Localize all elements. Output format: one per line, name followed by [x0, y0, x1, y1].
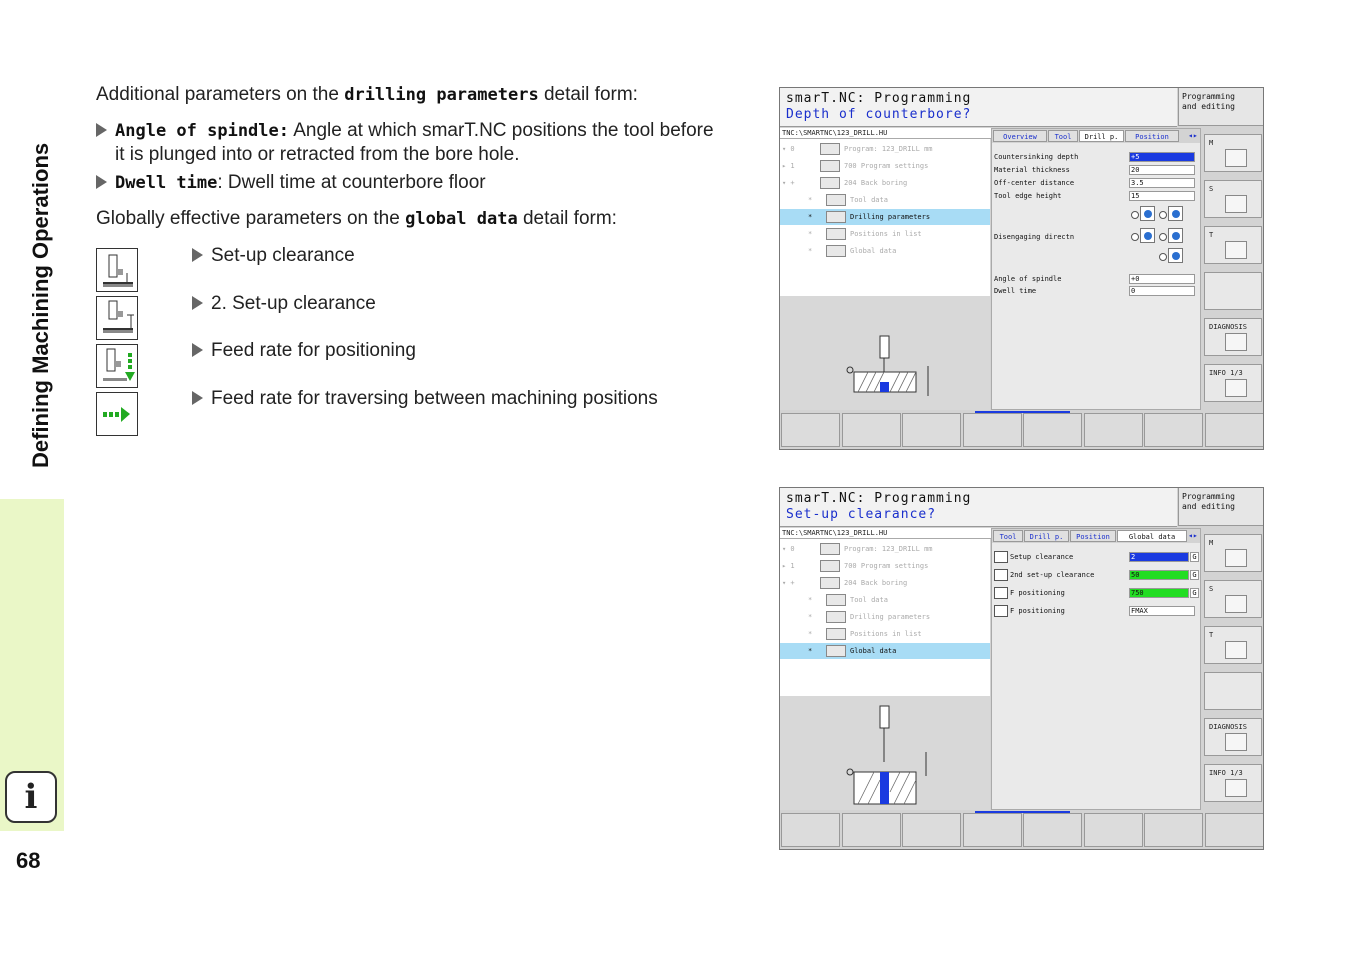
tree-item-marker: ▾ + — [782, 579, 795, 587]
tree-item[interactable] — [780, 643, 990, 659]
help-graphic — [780, 696, 990, 810]
side-softkey-icon — [1225, 641, 1247, 659]
tree-item-icon — [826, 594, 846, 606]
side-softkey[interactable] — [1204, 672, 1262, 710]
side-softkey[interactable] — [1204, 764, 1262, 802]
horizontal-softkey[interactable] — [1023, 413, 1082, 447]
tree-item-marker: ▸ 1 — [782, 162, 795, 170]
tree-item-icon — [820, 543, 840, 555]
side-softkey-icon — [1225, 779, 1247, 797]
field-param-icon — [994, 605, 1008, 617]
tree-item[interactable] — [780, 243, 990, 259]
field-label: F positioning — [1010, 589, 1065, 597]
side-softkey[interactable] — [1204, 226, 1262, 264]
form-tab[interactable]: Overview — [993, 130, 1047, 142]
tree-item-label: Program: 123_DRILL mm — [844, 145, 933, 153]
side-softkey-label: M — [1209, 539, 1214, 547]
form-field — [994, 605, 1199, 617]
tree-item-icon — [826, 628, 846, 640]
form-tab[interactable]: Position — [1070, 530, 1116, 542]
program-tree[interactable] — [780, 539, 990, 696]
form-tab[interactable]: Tool — [993, 530, 1023, 542]
tree-item-icon — [826, 245, 846, 257]
horizontal-softkey-bar — [780, 811, 1263, 849]
bullet-arrow-icon — [96, 123, 107, 137]
field-value-input[interactable]: +5 — [1129, 152, 1195, 162]
horizontal-softkey[interactable] — [842, 813, 901, 847]
side-softkey[interactable] — [1204, 364, 1262, 402]
tree-item-marker: * — [808, 213, 813, 221]
tree-item-label: Global data — [850, 647, 897, 655]
global-flag: G — [1190, 588, 1199, 598]
global-item-feed-traverse: Feed rate for traversing between machining positions — [192, 387, 658, 410]
tree-item[interactable] — [780, 626, 990, 642]
side-softkey-icon — [1225, 549, 1247, 567]
field-value-input[interactable]: 15 — [1129, 191, 1195, 201]
form-tabs — [992, 529, 1200, 543]
side-softkey-label: T — [1209, 631, 1214, 639]
tree-item-marker: ▾ 0 — [782, 145, 795, 153]
side-softkey[interactable] — [1204, 580, 1262, 618]
cnc-screen-drilling-parameters — [779, 87, 1264, 450]
tree-item-icon — [826, 645, 846, 657]
side-softkey-label: INFO 1/3 — [1209, 769, 1243, 777]
side-softkey[interactable] — [1204, 180, 1262, 218]
bullet-angle-of-spindle: Angle of spindle: Angle at which smarT.NC positions the tool before it is plunged into or retracted from the bore hole. — [96, 119, 714, 166]
tree-item-label: Drilling parameters — [850, 213, 931, 221]
field-value-input[interactable]: 20 — [1129, 165, 1195, 175]
form-field — [994, 190, 1199, 202]
horizontal-softkey-bar — [780, 411, 1263, 449]
side-softkey-icon — [1225, 733, 1247, 751]
field-label: Material thickness — [994, 166, 1070, 174]
field-label: Off-center distance — [994, 179, 1075, 187]
form-tab[interactable]: Global data — [1117, 530, 1187, 542]
tree-item-icon — [826, 611, 846, 623]
side-softkey[interactable] — [1204, 626, 1262, 664]
field-value-input[interactable]: 50 — [1129, 570, 1189, 580]
scroll-indicator — [975, 811, 1070, 813]
form-field — [994, 569, 1199, 581]
tree-item[interactable] — [780, 175, 990, 191]
field-value-input[interactable]: +0 — [1129, 274, 1195, 284]
tree-item[interactable] — [780, 209, 990, 225]
tree-item-label: Tool data — [850, 596, 888, 604]
field-label: Tool edge height — [994, 192, 1062, 200]
tree-item-label: 700 Program settings — [844, 562, 929, 570]
tree-item-label: Positions in list — [850, 630, 922, 638]
global-flag: G — [1190, 552, 1199, 562]
setup-clearance-icon — [96, 248, 138, 292]
screen-header: smarT.NC: Programming Set-up clearance? — [780, 488, 1177, 527]
field-label: Dwell time — [994, 287, 1037, 295]
field-param-icon — [994, 587, 1008, 599]
side-softkey-icon — [1225, 379, 1247, 397]
tree-item-icon — [820, 160, 840, 172]
side-softkey[interactable] — [1204, 718, 1262, 756]
form-field — [994, 151, 1199, 163]
side-softkey-label: INFO 1/3 — [1209, 369, 1243, 377]
page-number: 68 — [16, 848, 41, 873]
vertical-softkey-bar — [1203, 528, 1263, 810]
side-softkey[interactable] — [1204, 318, 1262, 356]
horizontal-softkey[interactable] — [781, 813, 840, 847]
tree-item[interactable] — [780, 158, 990, 174]
tree-item-label: Drilling parameters — [850, 613, 931, 621]
bullet-arrow-icon — [192, 296, 203, 310]
tree-item[interactable] — [780, 141, 990, 157]
operating-mode: Programming and editing — [1178, 488, 1263, 526]
field-value-input[interactable]: 0 — [1129, 286, 1195, 296]
feed-traverse-icon — [96, 392, 138, 436]
side-softkey-icon — [1225, 333, 1247, 351]
global-flag: G — [1190, 570, 1199, 580]
tree-item-marker: ▸ 1 — [782, 562, 795, 570]
direction-icon — [1168, 248, 1183, 263]
tree-item-marker: ▾ 0 — [782, 545, 795, 553]
form-tabs — [992, 129, 1200, 143]
direction-icon — [1168, 206, 1183, 221]
direction-radio[interactable] — [1131, 233, 1139, 241]
program-tree[interactable] — [780, 139, 990, 296]
tree-item-label: 700 Program settings — [844, 162, 929, 170]
side-softkey-label: S — [1209, 185, 1214, 193]
field-value-input[interactable]: FMAX — [1129, 606, 1195, 616]
horizontal-softkey[interactable] — [1205, 813, 1264, 847]
bullet-dwell-time: Dwell time: Dwell time at counterbore floor — [96, 171, 486, 195]
tree-item[interactable] — [780, 609, 990, 625]
tree-item-icon — [826, 211, 846, 223]
horizontal-softkey[interactable] — [842, 413, 901, 447]
vertical-softkey-bar — [1203, 128, 1263, 410]
tree-item[interactable] — [780, 226, 990, 242]
dialog-prompt: Depth of counterbore? — [786, 107, 972, 122]
horizontal-softkey[interactable] — [1084, 413, 1143, 447]
tree-item-marker: * — [808, 647, 813, 655]
direction-icon — [1168, 228, 1183, 243]
side-softkey[interactable] — [1204, 534, 1262, 572]
direction-icon — [1140, 206, 1155, 221]
info-icon: i — [5, 771, 57, 823]
tree-item-label: Global data — [850, 247, 897, 255]
form-tab[interactable]: Position — [1125, 130, 1179, 142]
side-softkey[interactable] — [1204, 134, 1262, 172]
side-softkey-label: S — [1209, 585, 1214, 593]
direction-radio[interactable] — [1159, 253, 1167, 261]
tree-item-marker: * — [808, 230, 813, 238]
global-paragraph: Globally effective parameters on the global data detail form: — [96, 208, 617, 229]
horizontal-softkey[interactable] — [963, 413, 1022, 447]
tree-item-label: Program: 123_DRILL mm — [844, 545, 933, 553]
bullet-arrow-icon — [192, 343, 203, 357]
direction-radio[interactable] — [1159, 211, 1167, 219]
tree-item[interactable] — [780, 592, 990, 608]
detail-form — [991, 128, 1201, 410]
form-field — [994, 273, 1199, 285]
side-softkey-label: T — [1209, 231, 1214, 239]
tree-item-marker: ▾ + — [782, 179, 795, 187]
tree-item-icon — [820, 177, 840, 189]
side-softkey-label: M — [1209, 139, 1214, 147]
side-softkey-icon — [1225, 595, 1247, 613]
tree-item[interactable] — [780, 558, 990, 574]
dialog-prompt: Set-up clearance? — [786, 507, 937, 522]
form-field — [994, 164, 1199, 176]
bullet-arrow-icon — [192, 391, 203, 405]
global-item-second-setup-clearance: 2. Set-up clearance — [192, 292, 376, 315]
horizontal-softkey[interactable] — [1084, 813, 1143, 847]
side-softkey[interactable] — [1204, 272, 1262, 310]
bullet-arrow-icon — [96, 175, 107, 189]
horizontal-softkey[interactable] — [1144, 813, 1203, 847]
horizontal-softkey[interactable] — [1205, 413, 1264, 447]
second-setup-clearance-icon — [96, 296, 138, 340]
scroll-indicator — [975, 411, 1070, 413]
tree-item-label: 204 Back boring — [844, 179, 908, 187]
horizontal-softkey[interactable] — [902, 813, 961, 847]
global-item-feed-positioning: Feed rate for positioning — [192, 339, 416, 362]
program-path: TNC:\SMARTNC\123_DRILL.HU — [780, 528, 992, 539]
tree-item[interactable] — [780, 575, 990, 591]
tree-item-marker: * — [808, 613, 813, 621]
direction-radio[interactable] — [1131, 211, 1139, 219]
tree-item[interactable] — [780, 192, 990, 208]
global-item-setup-clearance: Set-up clearance — [192, 244, 355, 267]
operating-mode: Programming and editing — [1178, 88, 1263, 126]
field-value-input[interactable]: 2 — [1129, 552, 1189, 562]
form-tab[interactable]: Drill p. — [1079, 130, 1124, 142]
horizontal-softkey[interactable] — [1023, 813, 1082, 847]
form-tab[interactable]: Drill p. — [1024, 530, 1069, 542]
horizontal-softkey[interactable] — [781, 413, 840, 447]
tab-scroll-arrows-icon[interactable]: ◂▸ — [1188, 531, 1198, 540]
direction-radio[interactable] — [1159, 233, 1167, 241]
tree-item-icon — [820, 577, 840, 589]
tree-item-icon — [820, 560, 840, 572]
tree-item-icon — [826, 194, 846, 206]
side-softkey-icon — [1225, 241, 1247, 259]
field-label: 2nd set-up clearance — [1010, 571, 1095, 579]
field-param-icon — [994, 569, 1008, 581]
tab-scroll-arrows-icon[interactable]: ◂▸ — [1188, 131, 1198, 140]
field-label: Angle of spindle — [994, 275, 1062, 283]
side-softkey-icon — [1225, 149, 1247, 167]
field-label: F positioning — [1010, 607, 1065, 615]
field-label: Setup clearance — [1010, 553, 1074, 561]
tree-item-marker: * — [808, 247, 813, 255]
form-field — [994, 285, 1199, 297]
side-softkey-icon — [1225, 195, 1247, 213]
field-value-input[interactable]: 750 — [1129, 588, 1189, 598]
tree-item-label: Positions in list — [850, 230, 922, 238]
form-field — [994, 587, 1199, 599]
cnc-screen-global-data — [779, 487, 1264, 850]
horizontal-softkey[interactable] — [902, 413, 961, 447]
bullet-arrow-icon — [192, 248, 203, 262]
form-field — [994, 231, 1199, 243]
tree-item-icon — [826, 228, 846, 240]
help-graphic — [780, 296, 990, 410]
tree-item[interactable] — [780, 541, 990, 557]
tree-item-marker: * — [808, 596, 813, 604]
field-label: Disengaging directn — [994, 233, 1075, 241]
tree-item-label: 204 Back boring — [844, 579, 908, 587]
detail-form — [991, 528, 1201, 810]
form-field — [994, 177, 1199, 189]
field-label: Countersinking depth — [994, 153, 1079, 161]
intro-paragraph: Additional parameters on the drilling parameters detail form: — [96, 84, 638, 105]
feed-positioning-icon — [96, 344, 138, 388]
horizontal-softkey[interactable] — [1144, 413, 1203, 447]
tree-item-icon — [820, 143, 840, 155]
side-softkey-label: DIAGNOSIS — [1209, 723, 1247, 731]
tree-item-marker: * — [808, 196, 813, 204]
side-softkey-label: DIAGNOSIS — [1209, 323, 1247, 331]
program-path: TNC:\SMARTNC\123_DRILL.HU — [780, 128, 992, 139]
screen-header: smarT.NC: Programming Depth of counterbore? — [780, 88, 1177, 127]
horizontal-softkey[interactable] — [963, 813, 1022, 847]
tree-item-label: Tool data — [850, 196, 888, 204]
form-tab[interactable]: Tool — [1048, 130, 1078, 142]
field-param-icon — [994, 551, 1008, 563]
tree-item-marker: * — [808, 630, 813, 638]
field-value-input[interactable]: 3.5 — [1129, 178, 1195, 188]
direction-icon — [1140, 228, 1155, 243]
form-field — [994, 551, 1199, 563]
